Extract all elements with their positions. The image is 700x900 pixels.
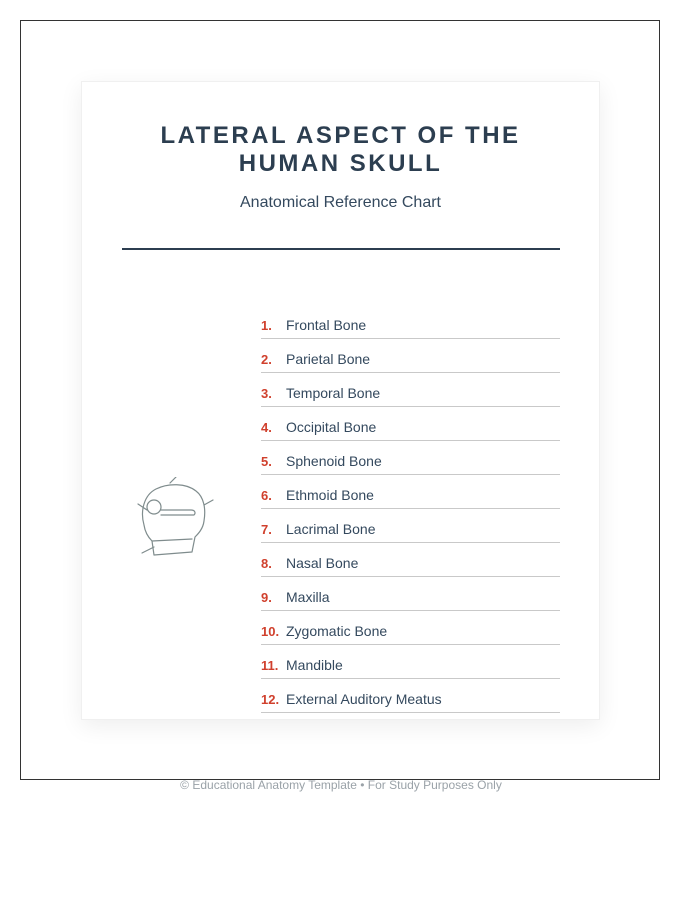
bone-number: 5. — [261, 454, 272, 469]
bone-number: 10. — [261, 624, 280, 639]
bone-number: 12. — [261, 692, 280, 707]
list-item — [261, 544, 560, 577]
list-item — [261, 374, 560, 407]
page-title-line-2: HUMAN SKULL — [238, 150, 443, 177]
skull-lateral-icon — [134, 477, 219, 562]
list-item — [261, 340, 560, 373]
page-subtitle: Anatomical Reference Chart — [240, 194, 441, 211]
bone-name: Sphenoid Bone — [286, 453, 382, 469]
bone-number: 11. — [261, 658, 279, 673]
list-item — [261, 680, 560, 713]
bone-number: 4. — [261, 420, 272, 435]
bone-name: Ethmoid Bone — [286, 487, 374, 503]
bone-number: 7. — [261, 522, 272, 537]
chart-card — [81, 81, 600, 720]
list-item — [261, 646, 560, 679]
list-item — [261, 306, 560, 339]
bone-name: Temporal Bone — [286, 385, 381, 401]
bone-number: 6. — [261, 488, 272, 503]
bone-number: 3. — [261, 386, 272, 401]
bone-name: Frontal Bone — [286, 317, 367, 333]
list-item — [261, 442, 560, 475]
bone-number: 9. — [261, 590, 272, 605]
bone-number: 1. — [261, 318, 272, 333]
page-title-line-1: LATERAL ASPECT OF THE — [160, 122, 521, 149]
page-title — [82, 122, 599, 178]
bone-name: Maxilla — [286, 589, 330, 605]
bone-name: Mandible — [286, 657, 343, 673]
list-item — [261, 510, 560, 543]
bone-number: 8. — [261, 556, 272, 571]
bone-list — [261, 306, 560, 714]
title-divider — [122, 248, 560, 250]
list-item — [261, 612, 560, 645]
list-item — [261, 476, 560, 509]
bone-name: Occipital Bone — [286, 419, 377, 435]
bone-name: External Auditory Meatus — [286, 691, 442, 707]
footer-note: © Educational Anatomy Template • For Study Purposes Only — [180, 778, 502, 792]
bone-name: Zygomatic Bone — [286, 623, 388, 639]
bone-name: Parietal Bone — [286, 351, 371, 367]
bone-name: Nasal Bone — [286, 555, 359, 571]
bone-name: Lacrimal Bone — [286, 521, 376, 537]
list-item — [261, 578, 560, 611]
list-item — [261, 408, 560, 441]
bone-number: 2. — [261, 352, 272, 367]
